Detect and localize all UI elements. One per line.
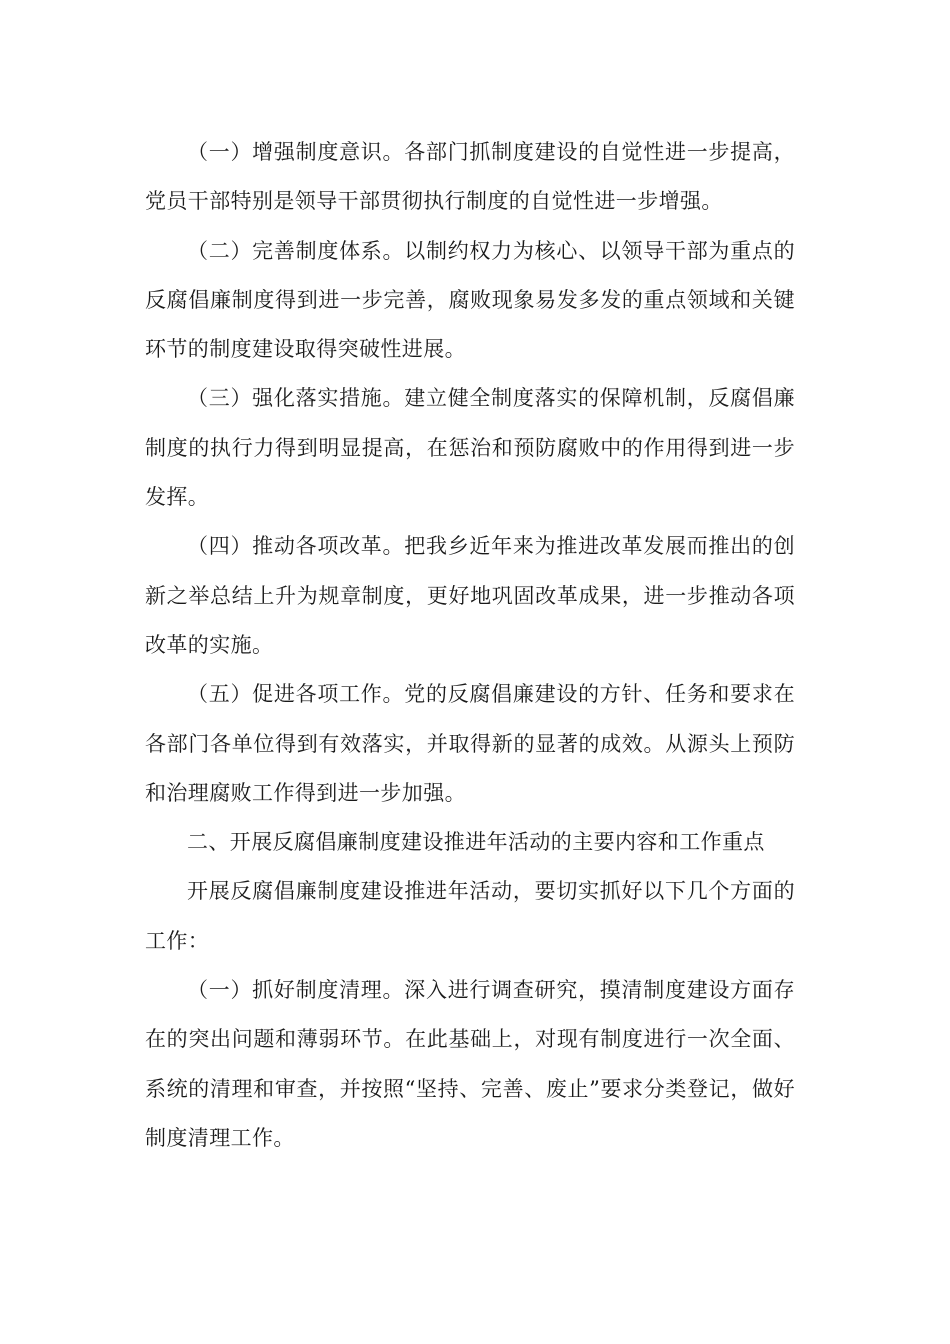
- paragraph-goal-5: （五）促进各项工作。党的反腐倡廉建设的方针、任务和要求在各部门各单位得到有效落实，并取得新的显著的成效。从源头上预防和治理腐败工作得到进一步加强。: [145, 682, 795, 805]
- paragraph-section-intro: 开展反腐倡廉制度建设推进年活动，要切实抓好以下几个方面的工作：: [145, 879, 795, 953]
- document-body: [145, 128, 795, 1163]
- paragraph-goal-4: （四）推动各项改革。把我乡近年来为推进改革发展而推出的创新之举总结上升为规章制度，更好地巩固改革成果，进一步推动各项改革的实施。: [145, 534, 795, 657]
- paragraph-goal-1: （一）增强制度意识。各部门抓制度建设的自觉性进一步提高，党员干部特别是领导干部贯彻执行制度的自觉性进一步增强。: [145, 140, 795, 214]
- paragraph-task-1: （一）抓好制度清理。深入进行调查研究，摸清制度建设方面存在的突出问题和薄弱环节。在此基础上，对现有制度进行一次全面、系统的清理和审查，并按照“坚持、完善、废止”要求分类登记，做好制度清理工作。: [145, 978, 795, 1150]
- section-heading-2: 二、开展反腐倡廉制度建设推进年活动的主要内容和工作重点: [187, 830, 765, 855]
- paragraph-goal-3: （三）强化落实措施。建立健全制度落实的保障机制，反腐倡廉制度的执行力得到明显提高，在惩治和预防腐败中的作用得到进一步发挥。: [145, 386, 795, 510]
- paragraph-goal-2: （二）完善制度体系。以制约权力为核心、以领导干部为重点的反腐倡廉制度得到进一步完善，腐败现象易发多发的重点领域和关键环节的制度建设取得突破性进展。: [145, 238, 795, 362]
